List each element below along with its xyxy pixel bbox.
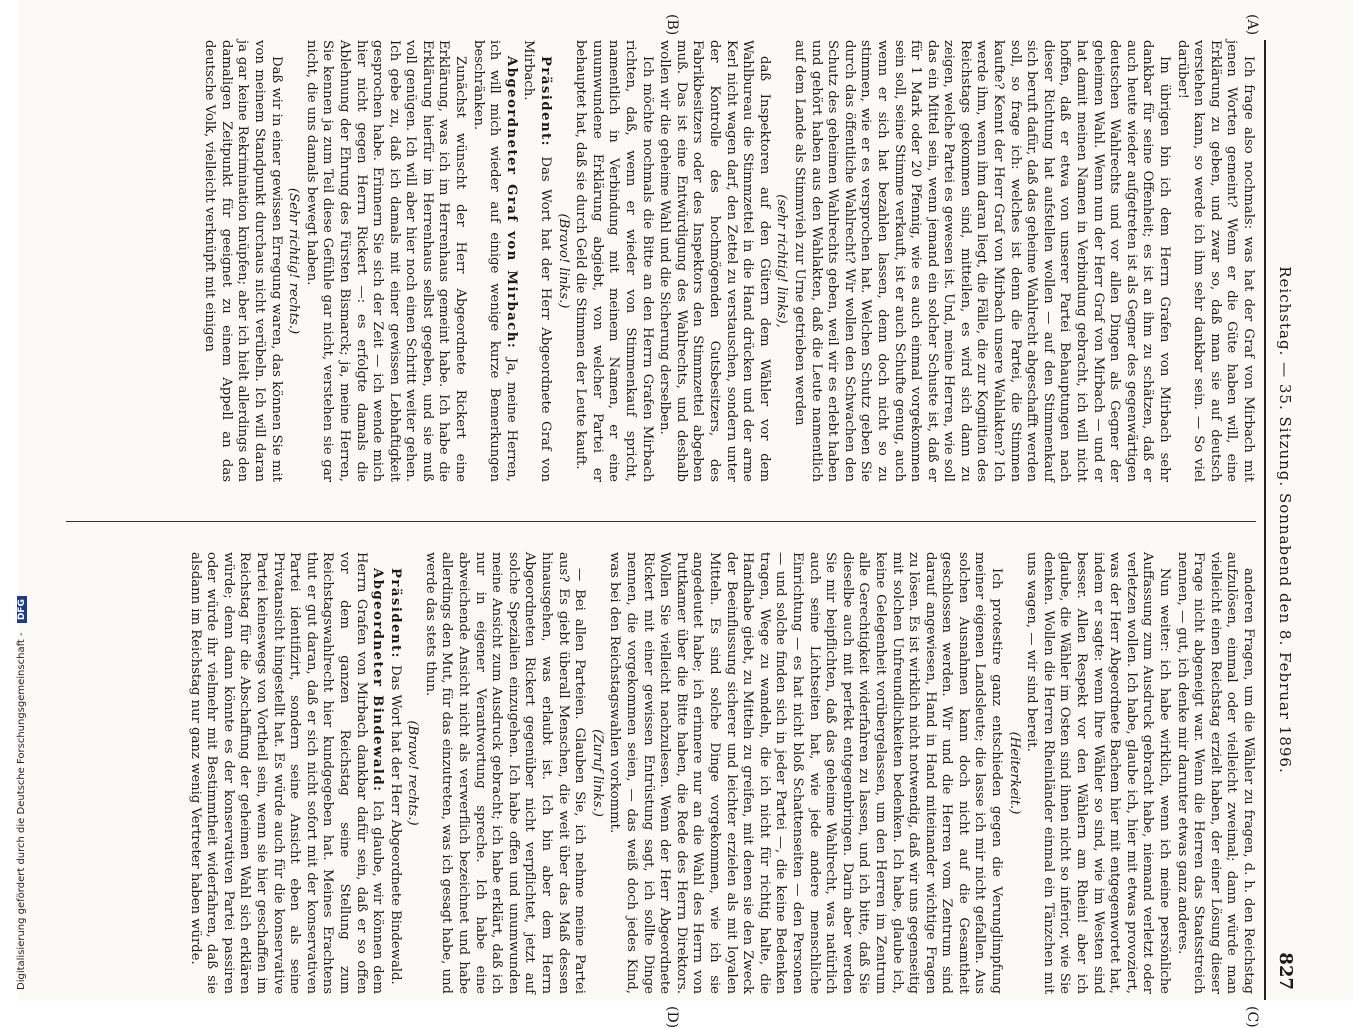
digitization-footer (0, 0, 27, 1000)
column-divider (66, 521, 1256, 522)
paragraph (656, 40, 772, 482)
paragraph-text: (Heiterkeit.) (1006, 731, 1022, 815)
paragraph-text: (sehr richtig! links), (774, 194, 790, 328)
paragraph-text: (Bravo! rechts.) (405, 720, 421, 826)
paragraph-text: Ich frage also nochmals: was hat der Graf von Mirbach mit jenen Worten gemeint? Wenn er die Güte haben will, eine Erklärung zu geben, und zwar so, daß man sie auf deutsch verstehen kann, so werde ich ihm sehr dankbar sein. — So viel darüber! (1174, 40, 1256, 482)
page-number: 827 (1275, 952, 1296, 990)
paragraph-text: Zunächst wünscht der Herr Abgeordnete Rickert eine Erklärung, was ich im Herrenhaus gemeint habe. Ich habe die Erklärung hierfür im Herrenhaus selbst gegeben, und sie muß voll genügen. Ich will aber hier noch einen Schritt weiter gehen. Ich gebe zu, daß ich damals mit einer gewissen Lebhaftigkeit gesprochen habe. Erinnern Sie sich der Zeit — ich wende mich hier nicht gegen Herrn Rickert —: es erfolgte damals die Ablehnung der Ehrung des Fürsten Bismarck; ja, meine Herren, Sie kennen ja zum Teil diese Gefühle gar nicht, verstehen sie gar nicht, die uns damals bewegt haben. (303, 40, 469, 482)
margin-marker-c: (C) (1244, 1006, 1260, 1028)
margin-marker-a: (A) (1244, 14, 1260, 36)
paragraph-text: (Zuruf links.) (589, 729, 605, 817)
paragraph-text: Daß wir in einer gewissen Erregung waren, das können Sie mit von meinem Standpunkt durchaus nicht verübeln. Ich will daran ja gar keine Rekrimination knüpfen; aber ich hielt allerdings den damaligen Zeitpunkt für geeignet zu einem Appell an das deutsche Volk, vielleicht verknüpft mit einigen (202, 40, 284, 482)
paragraph-text: (Bravo! links.) (555, 213, 571, 309)
paragraph (1173, 552, 1256, 994)
margin-marker-b: (B) (664, 14, 680, 36)
paragraph (1173, 40, 1256, 482)
interjection (285, 40, 302, 482)
paragraph (302, 40, 468, 482)
margin-marker-d: (D) (664, 1006, 680, 1028)
interjection (1005, 552, 1022, 994)
speaker-label: Abgeordneter Bindewald: (370, 568, 386, 801)
paragraph-text: — Bei allen Parteien. Glauben Sie, ich nehme meine Partei aus? Es giebt überall Menschen, die weit über das Maß dessen hinausgehen, was erlaubt ist. Ich bin aber dem Herrn Abgeordneten Rickert gegenüber nicht verpflichtet, jetzt auf solche Spezialien einzugehen. Ich habe offen und unumwunden meine Ansicht zum Ausdruck gebracht; ich habe erklärt, daß ich nur in eigener Verantwortung spreche. Ich habe eine abweichende Ansicht nicht als verwerflich bezeichnet und habe allerdings den Mut, für das einzutreten, was ich gesagt habe, und werde das stets thun. (422, 552, 588, 994)
paragraph (1023, 552, 1172, 994)
footer-text: Digitalisierung gefördert durch die Deutsche Forschungsgemeinschaft - (16, 632, 27, 990)
interjection (554, 40, 571, 482)
left-column (66, 40, 1256, 482)
paragraph-text: daß Inspektoren auf den Gütern dem Wähler vor dem Wahlbureau die Stimmzettel in die Hand drücken und der arme Kerl nicht wagen darf, den Zettel zu verstauschen, sondern unter der Kontrolle des hochmögenden Gutsbesitzers, des Fabrikbesitzers oder des Inspektors den Stimmzettel abgeben muß. Das ist eine Entwürdigung des Wahlrechts, und deshalb wollen wir die geheime Wahl und die Sicherung derselben. (657, 40, 772, 482)
footer-text-wrapper (16, 0, 27, 990)
speaker-label: Präsident: (538, 56, 554, 157)
speaker-label: Präsident: (387, 568, 403, 666)
paragraph (469, 40, 519, 482)
paragraph (572, 40, 655, 482)
document-page (50, 14, 1300, 1028)
paragraph (520, 40, 553, 482)
paragraph (386, 552, 403, 994)
paragraph-text: Ja, meine Herren, ich will mich wieder auf einige wenige kurze Bemerkungen beschränken. (470, 40, 519, 482)
paragraph-text: Im übrigen bin ich dem Herrn Grafen von Mirbach sehr dankbar für seine Offenheit; es ist an ihm zu schätzen, daß er auch heute wieder aufgetreten ist als Gegner des gegenwärtigen deutschen Wahlrechts und vor allen Dingen als Gegner der geheimen Wahl. Wenn nun der Herr Graf von Mirbach — und er hat damit meinen Namen in Verbindung gebracht, ich will nicht hoffen, daß er etwa von unserer Partei Behauptungen nach dieser Richtung hat aufstellen wollen — auf den Stimmenkauf sich beruft dafür, daß das geheime Wahlrecht abgeschafft werden soll, so frage ich: welches ist denn die Partei, die Stimmen kaufte? Kennt der Herr Graf von Mirbach unsere Wahlakten? Ich werde ihm, wenn ihm daran liegt, die Fälle, die zur Kognition des Reichstags gekommen sind, mitteilen, es wird sich dann zu zeigen, welche Partei es gewesen ist. Und, meine Herren, wie soll das ein Mittel sein, wenn jemand ein solcher Schuste ist, daß er für 1 Mark oder 20 Pfennig, wie es auch einmal vorgekommen sein soll, seine Stimme verkauft, ist er auch Schufte genug, auch wenn er sich hat bezahlen lassen, denn doch nicht so zu stimmen, wie er es versprochen hat. Welchen Schutz geben Sie durch das öffentliche Wahlrecht? Wir wollen den Schwachen den Schutz des geheimen Wahlrechts geben, weil wir es erlebt haben und gehört haben aus den Wahlakten, daß die Leute namentlich auf dem Lande als Stimmvieh zur Urne getrieben werden (791, 40, 1173, 482)
header-title: Reichstag. — 35. Sitzung. Sonnabend den 8. Februar 1896. (1276, 266, 1294, 774)
paragraph (186, 552, 385, 994)
paragraph-text: Ich glaube, wir können dem Herrn Grafen von Mirbach dankbar dafür sein, daß er so offen vor dem ganzen Reichstag seine Stellung zum Reichstagswahlrecht hier kundgegeben hat. Meines Erachtens thut er gut daran, daß er sich nicht sofort mit der konservativen Partei identifizirt, sondern seine Ansicht eben als seine Privatansicht hingestellt hat. Es würde auch für die konservative Partei keineswegs von Vortheil sein, wenn sie hier geschaffen im Reichstag für die Abschaffung der geheimen Wahl sich erklären würde; denn dann könnte es der konservativen Partei passiren oder würde ihr vielmehr mit Bestimmtheit widerfahren, daß sie alsdann im Reichstag nur ganz wenig Vertreter haben würde. (187, 552, 386, 994)
dfg-logo: DFG (17, 596, 27, 623)
paragraph-text: Ich möchte nochmals die Bitte an den Herrn Grafen Mirbach richten, daß, wenn er wieder von Stimmenkauf spricht, namentlich in Verbindung mit meinem Namen, er eine unumwundene Erklärung abgiebt, von welcher Partei er behauptet hat, daß sie durch Geld die Stimmen der Leute kauft. (573, 40, 655, 482)
paragraph (421, 552, 587, 994)
interjection (404, 552, 421, 994)
paragraph-text: Das Wort hat der Herr Abgeordnete Bindewald. (387, 665, 403, 985)
page-header (1264, 40, 1300, 1000)
paragraph-text: Das Wort hat der Herr Abgeordnete Graf von Mirbach. (521, 40, 554, 483)
paragraph-text: anderen Fragen, um die Wähler zu fragen, d. h. den Reichstag aufzulösen, einmal oder vielleicht zweimal; dann würde man vielleicht einen Reichstag erzielt haben, der einer Lösung dieser Frage nicht abgeneigt war. Wenn die Herren das Staatsstreich nennen, — gut, ich denke mir darunter etwas ganz anderes. (1174, 552, 1256, 994)
paragraph (201, 40, 284, 482)
interjection (588, 552, 605, 994)
paragraph (606, 552, 1004, 994)
paragraph (790, 40, 1172, 482)
paragraph-text: Nun weiter: ich habe wirklich, wenn ich meine persönliche Auffassung zum Ausdruck gebracht habe, niemand verletzt oder verletzen wollen. Ich habe, glaube ich, hier mit etwas provoziert, was der Herr Abgeordnete Bachem hier mit entgegenwortet hat, indem er sagte: wenn Ihre Wähler so sind, wie im Westen sind besser. Allen Respekt vor den Wählern am Rhein! aber ich glaube, die Wähler im Osten sind ihnen nicht so inferior, wie Sie denken. Wollen die Herren Rheinländer einmal ein Tänzchen mit uns wagen, — wir sind bereit. (1024, 552, 1173, 994)
interjection (773, 40, 790, 482)
paragraph-text: (Sehr richtig! rechts.) (286, 187, 302, 335)
speaker-label: Abgeordneter Graf von Mirbach: (503, 56, 519, 358)
right-column (66, 552, 1256, 994)
paragraph-text: Ich protestire ganz entschieden gegen die Verunglimpfung meiner eigenen Landsleute; die lasse ich mir nicht gefallen. Aus solchen Ausnahmen kann doch nicht auf die Gesamtheit geschlossen werden. Wir und die Herren vom Zentrum sind darauf angewiesen, Hand in Hand miteinander wichtige Fragen zu lösen. Es ist wirklich nicht notwendig, daß wir uns gegenseitig mit solchen Unfreundlichkeiten bedenken. Ich habe, glaube ich, keine Gelegenheit vorübergelassen, um den Herren im Zentrum alle Gerechtigkeit widerfahren zu lassen, und ich bitte, daß Sie dieselbe auch mit perfekt entgegenbringen. Darin aber werden Sie mir beipflichten, daß das geheime Wahlrecht, was natürlich auch seine Lichtseiten hat, wie jede andere menschliche Einrichtung — es hat nicht bloß Schattenseiten — den Personen — und solche finden sich in jeder Partei —, die keine Bedenken tragen, Wege zu wandeln, die ich nicht für richtig halte, die Handhabe giebt, zu Mitteln zu greifen, mit denen sie den Zweck der Beeinflussung sicherer und leichter erzielen als mit loyalen Mitteln. Es sind solche Dinge vorgekommen, wie ich sie angedeutet habe; ich erinnere nur an die Wahl des Herrn von Puttkamer über die Bitte haben, die Rede des Herrn Direktors. Wollen Sie vielleicht nachzulesen. Wenn der Herr Abgeordnete Rickert mit einer gewissen Entrüstung sagt, ich sollte Dinge nennen, die vorgekommen seien, — das weiß doch jedes Kind, was bei den Reichstagswahlen vorkommt. (607, 552, 1005, 994)
